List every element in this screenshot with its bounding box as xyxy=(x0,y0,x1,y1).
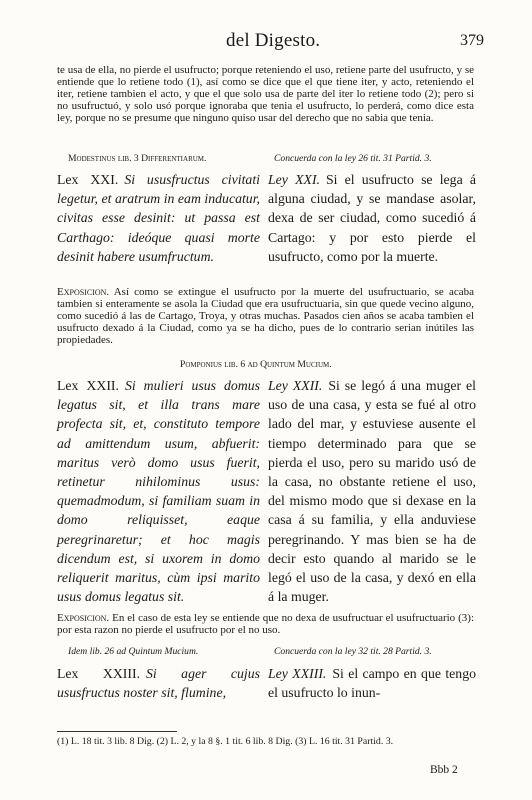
exposicion-22-label: Exposicion. xyxy=(57,612,110,624)
lex-22-latin-column xyxy=(57,376,260,606)
lex-22-label: Lex XXII. xyxy=(57,378,119,393)
citation-concordance-23: Concuerda con la ley 32 tit. 28 Partid. 3. xyxy=(274,646,432,657)
footnote-divider xyxy=(57,731,177,732)
footnotes: (1) L. 18 tit. 3 lib. 8 Dig. (2) L. 2, y la 8 §. 1 tit. 6 lib. 8 Dig. (3) L. 16 tit. 31 Partid. 3. xyxy=(57,736,394,747)
exposicion-22-text: En el caso de esta ley se entiende que no dexa de usufructuar el usufructuario (3): por esta razon no pierde el usufructo por el no uso. xyxy=(57,612,474,636)
page-header xyxy=(0,30,532,56)
citation-concordance-21: Concuerda con la ley 26 tit. 31 Partid. 3. xyxy=(274,153,432,164)
ley-22-spanish-text: Si se legó á una muger el uso de una casa, y esta se fué al otro lado del mar, y estuviese ausente el tiempo determinado para que se pierda el uso, pero su marido usó de la casa, no obstante retiene el uso, del mismo modo que si dexase en la casa á su familia, y ella anduviese peregrinando. Y mas bien se ha de decir esto quando al marido se le legó el uso de la casa, y dexó en ella á la muger. xyxy=(268,378,476,605)
ley-22-spanish-column xyxy=(268,376,476,606)
lex-21-latin-column xyxy=(57,170,260,266)
ley-23-spanish-text: Si el campo en que tengo el usufructo lo inun- xyxy=(268,666,476,701)
citation-modestinus: Modestinus lib. 3 Differentiarum. xyxy=(68,153,207,164)
citation-idem: Idem lib. 26 ad Quintum Mucium. xyxy=(68,646,199,657)
exposicion-21 xyxy=(57,286,474,346)
lex-23-label: Lex XXIII. xyxy=(57,666,141,681)
ley-22-label: Ley XXII. xyxy=(268,378,323,393)
lex-21-latin xyxy=(57,170,260,266)
page-number: 379 xyxy=(460,32,484,49)
exposicion-21-block xyxy=(57,286,474,346)
lex-22-latin-text: Si mulieri usus domus legatus sit, et illa trans mare profecta sit, et, constituto tempore ad amittendum usum, abfuerit: maritus verò domo usus fuerit, retinetur nihilominus usus: quemadmodum, si familiam suam in domo reliquisset, eaque peregrinaretur; et hoc magis dicendum est, si uxorem in domo reliquerit maritus, cùm ipsi marito usus domus legatus sit. xyxy=(57,378,261,605)
lex-23-latin-text: Si ager cujus ususfructus noster sit, flumine, xyxy=(57,666,261,701)
lex-21-latin-text: Si ususfructus civitati legetur, et aratrum in eam inducatur, civitas esse desinit: ut passa est Carthago: ideóque quasi morte desinit habere usumfructum. xyxy=(57,172,260,264)
exposicion-22 xyxy=(57,612,474,636)
intro-paragraph-block xyxy=(57,64,474,124)
ley-21-spanish xyxy=(268,170,476,266)
running-title: del Digesto. xyxy=(226,30,321,51)
ley-21-label: Ley XXI. xyxy=(268,172,320,187)
ley-23-label: Ley XXIII. xyxy=(268,666,327,681)
intro-paragraph: te usa de ella, no pierde el usufructo; porque reteniendo el uso, retiene parte del usufructo, y se entiende que lo retiene todo (1), así como se dice que el que tiene iter, y acto, reteniendo el iter, retiene tambien el acto, y que el que solo usa de parte del iter lo retiene todo (2); pero si no usufructuó, y solo usó porque ignoraba que tenia el usufructo, lo perderá, como dice esta ley, porque no se presume que ninguno quiso usar del derecho que no sabia que tenia. xyxy=(57,64,474,124)
signature-mark: Bbb 2 xyxy=(430,764,458,776)
ley-22-spanish xyxy=(268,376,476,606)
lex-22-latin xyxy=(57,376,260,606)
lex-23-latin-column xyxy=(57,664,260,702)
exposicion-22-block xyxy=(57,612,474,636)
exposicion-21-text: Así como se extingue el usufructo por la muerte del usufructuario, se acaba tambien si enteramente se asola la Ciudad que era usufructuaria, sin que quede vecino alguno, como sucedió á las de Cartago, Troya, y otras muchas. Pasados cien años se acaba tambien el usufructo dexado á la Ciudad, como ya se ha dicho, pues de lo contrario serian inútiles las propiedades. xyxy=(57,286,474,346)
citation-pomponius: Pomponius lib. 6 ad Quintum Mucium. xyxy=(180,359,332,370)
lex-23-latin xyxy=(57,664,260,702)
ley-23-spanish-column xyxy=(268,664,476,702)
lex-21-label: Lex XXI. xyxy=(57,172,119,187)
ley-21-spanish-text: Si el usufructo se lega á alguna ciudad, y se mandase asolar, dexa de ser ciudad, como sucedió á Cartago: y por esto pierde el usufructo, como por la muerte. xyxy=(268,172,476,264)
ley-21-spanish-column xyxy=(268,170,476,266)
exposicion-21-label: Exposicion. xyxy=(57,286,110,298)
ley-23-spanish xyxy=(268,664,476,702)
